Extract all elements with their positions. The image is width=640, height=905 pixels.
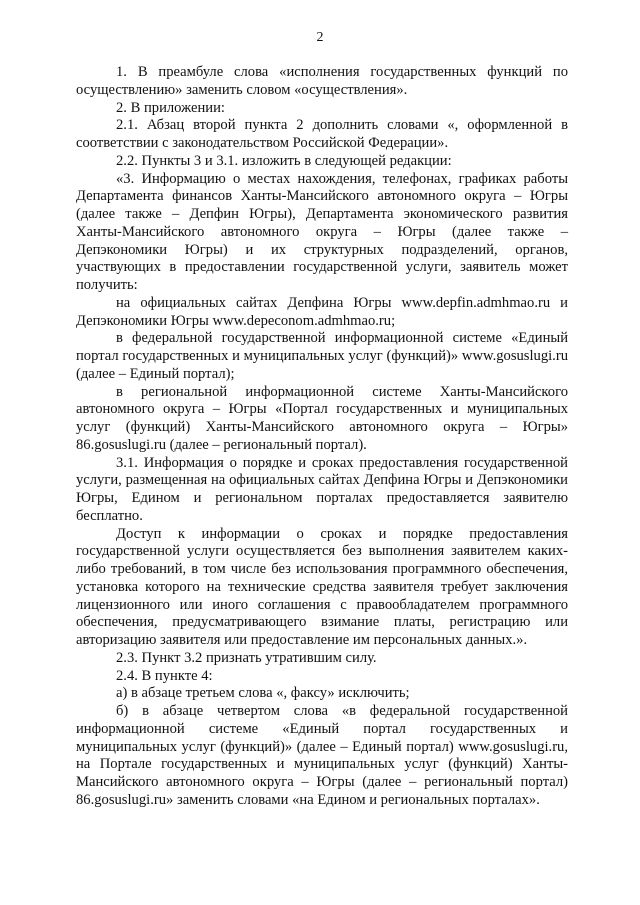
document-body: [76, 64, 568, 810]
paragraph-2-3: 2.3. Пункт 3.2 признать утратившим силу.: [116, 649, 377, 666]
paragraph-official-sites: на официальных сайтах Депфина Югры www.depfin.admhmao.ru и Депэкономики Югры www.depeconom.admhmao.ru;: [76, 294, 568, 329]
paragraph-sub-a: а) в абзаце третьем слова «, факсу» исключить;: [116, 685, 410, 702]
paragraph-appendix-heading: 2. В приложении:: [116, 99, 225, 116]
paragraph-2-1: 2.1. Абзац второй пункта 2 дополнить словами «, оформленной в соответствии с законодательством Российской Федерации».: [76, 117, 568, 151]
paragraph-preamble-amendment: 1. В преамбуле слова «исполнения государственных функций по осуществлению» заменить словом «осуществления».: [76, 64, 568, 98]
paragraph-item-3: «3. Информацию о местах нахождения, телефонах, графиках работы Департамента финансов Ханты-Мансийского автономного округа – Югры (далее также – Депфин Югры), Департамента экономического развития Ханты-Мансийского автономного округа – Югры (далее также – Депэкономики Югры) и их структурных подразделений, органов, участвующих в предоставлении государственной услуги, заявитель может получить:: [76, 170, 568, 293]
paragraph-sub-b: б) в абзаце четвертом слова «в федеральной государственной информационной системе «Единый портал государственных и муниципальных услуг (функций)» (далее – Единый портал) www.gosuslugi.ru, на Портале государственных и муниципальных услуг (функций) Ханты-Мансийского автономного округа – Югры (далее – региональный портал) 86.gosuslugi.ru» заменить словами «на Едином и региональных порталах».: [76, 703, 568, 808]
paragraph-unified-portal: в федеральной государственной информационной системе «Единый портал государственных и муниципальных услуг (функций)» www.gosuslugi.ru (далее – Единый портал);: [76, 330, 568, 382]
paragraph-access-info: Доступ к информации о сроках и порядке предоставления государственной услуги осуществляется без выполнения заявителем каких-либо требований, в том числе без использования программного обеспечения, установка которого на технические средства заявителя требует заключения лицензионного или иного соглашения с правообладателем программного обеспечения, предусматривающего взимание платы, регистрацию или авторизацию заявителя или предоставление им персональных данных.».: [76, 525, 568, 648]
paragraph-regional-portal: в региональной информационной системе Ханты-Мансийского автономного округа – Югры «Портал государственных и муниципальных услуг (функций) Ханты-Мансийского автономного округа – Югры» 86.gosuslugi.ru (далее – региональный портал).: [76, 383, 568, 453]
paragraph-2-4: 2.4. В пункте 4:: [116, 667, 213, 684]
paragraph-item-3-1: 3.1. Информация о порядке и сроках предоставления государственной услуги, размещенная на официальных сайтах Депфина Югры и Депэкономики Югры, Едином и региональном порталах предоставляется заявителю бесплатно.: [76, 454, 568, 524]
page-number: 2: [316, 30, 324, 45]
paragraph-2-2: 2.2. Пункты 3 и 3.1. изложить в следующей редакции:: [116, 152, 452, 169]
